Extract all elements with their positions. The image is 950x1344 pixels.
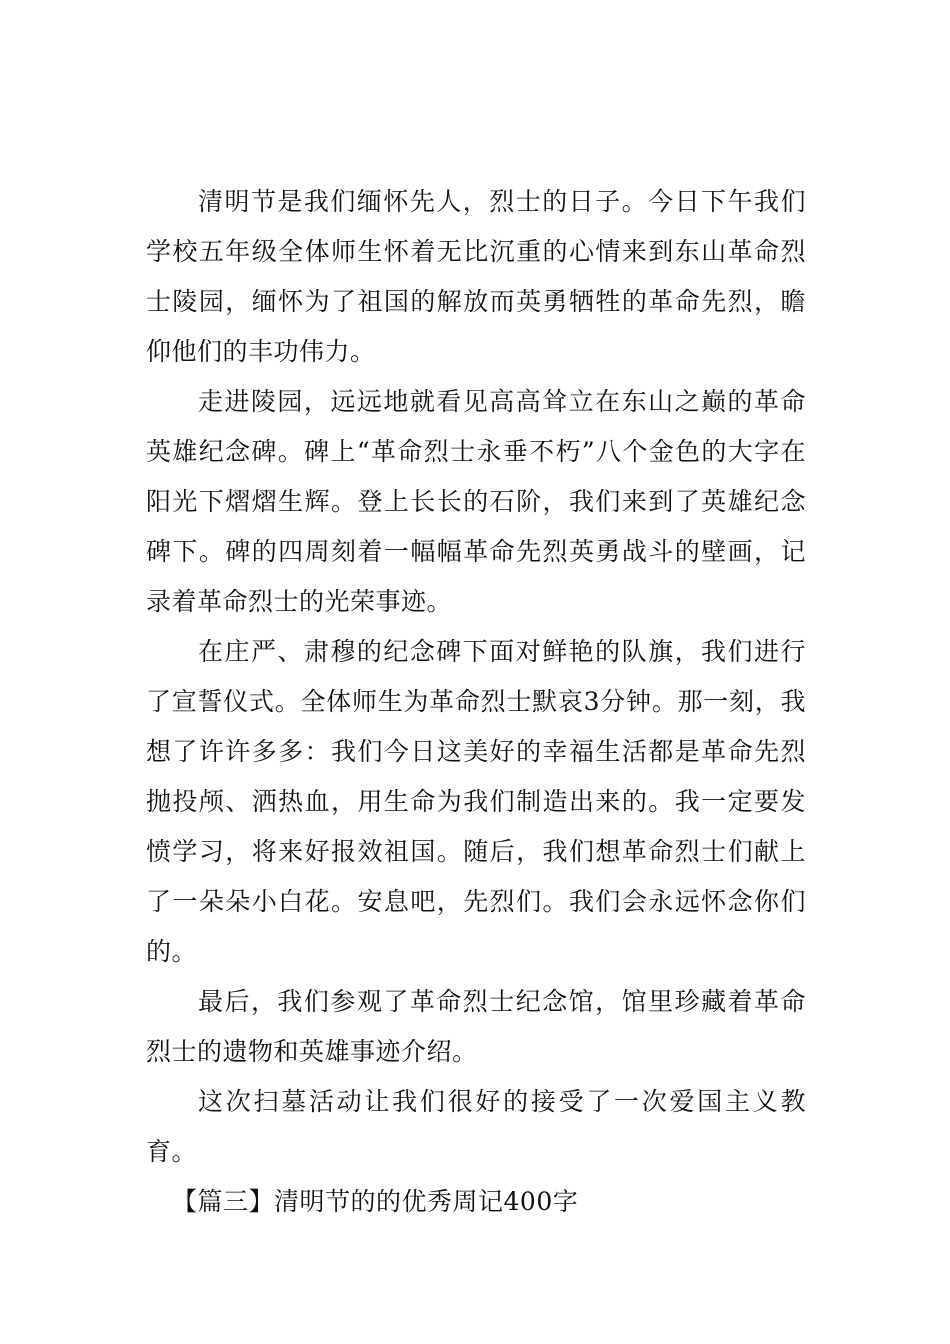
- paragraph-2: 走进陵园，远远地就看见高高耸立在东山之巅的革命英雄纪念碑。碑上“革命烈士永垂不朽”八个金色的大字在阳光下熠熠生辉。登上长长的石阶，我们来到了英雄纪念碑下。碑的四周刻着一幅幅革命先烈英勇战斗的壁画，记录着革命烈士的光荣事迹。: [146, 387, 806, 616]
- section-heading: 【篇三】清明节的的优秀周记400字: [172, 1187, 579, 1216]
- document-body: [146, 177, 806, 1227]
- paragraph-4: 最后，我们参观了革命烈士纪念馆，馆里珍藏着革命烈士的遗物和英雄事迹介绍。: [146, 987, 806, 1066]
- paragraph-1: 清明节是我们缅怀先人，烈士的日子。今日下午我们学校五年级全体师生怀着无比沉重的心情来到东山革命烈士陵园，缅怀为了祖国的解放而英勇牺牲的革命先烈，瞻仰他们的丰功伟力。: [146, 187, 806, 366]
- paragraph-5: 这次扫墓活动让我们很好的接受了一次爱国主义教育。: [146, 1087, 806, 1166]
- paragraph-3: 在庄严、肃穆的纪念碑下面对鲜艳的队旗，我们进行了宣誓仪式。全体师生为革命烈士默哀3分钟。那一刻，我想了许许多多：我们今日这美好的幸福生活都是革命先烈抛投颅、洒热血，用生命为我们制造出来的。我一定要发愤学习，将来好报效祖国。随后，我们想革命烈士们献上了一朵朵小白花。安息吧，先烈们。我们会永远怀念你们的。: [146, 637, 806, 966]
